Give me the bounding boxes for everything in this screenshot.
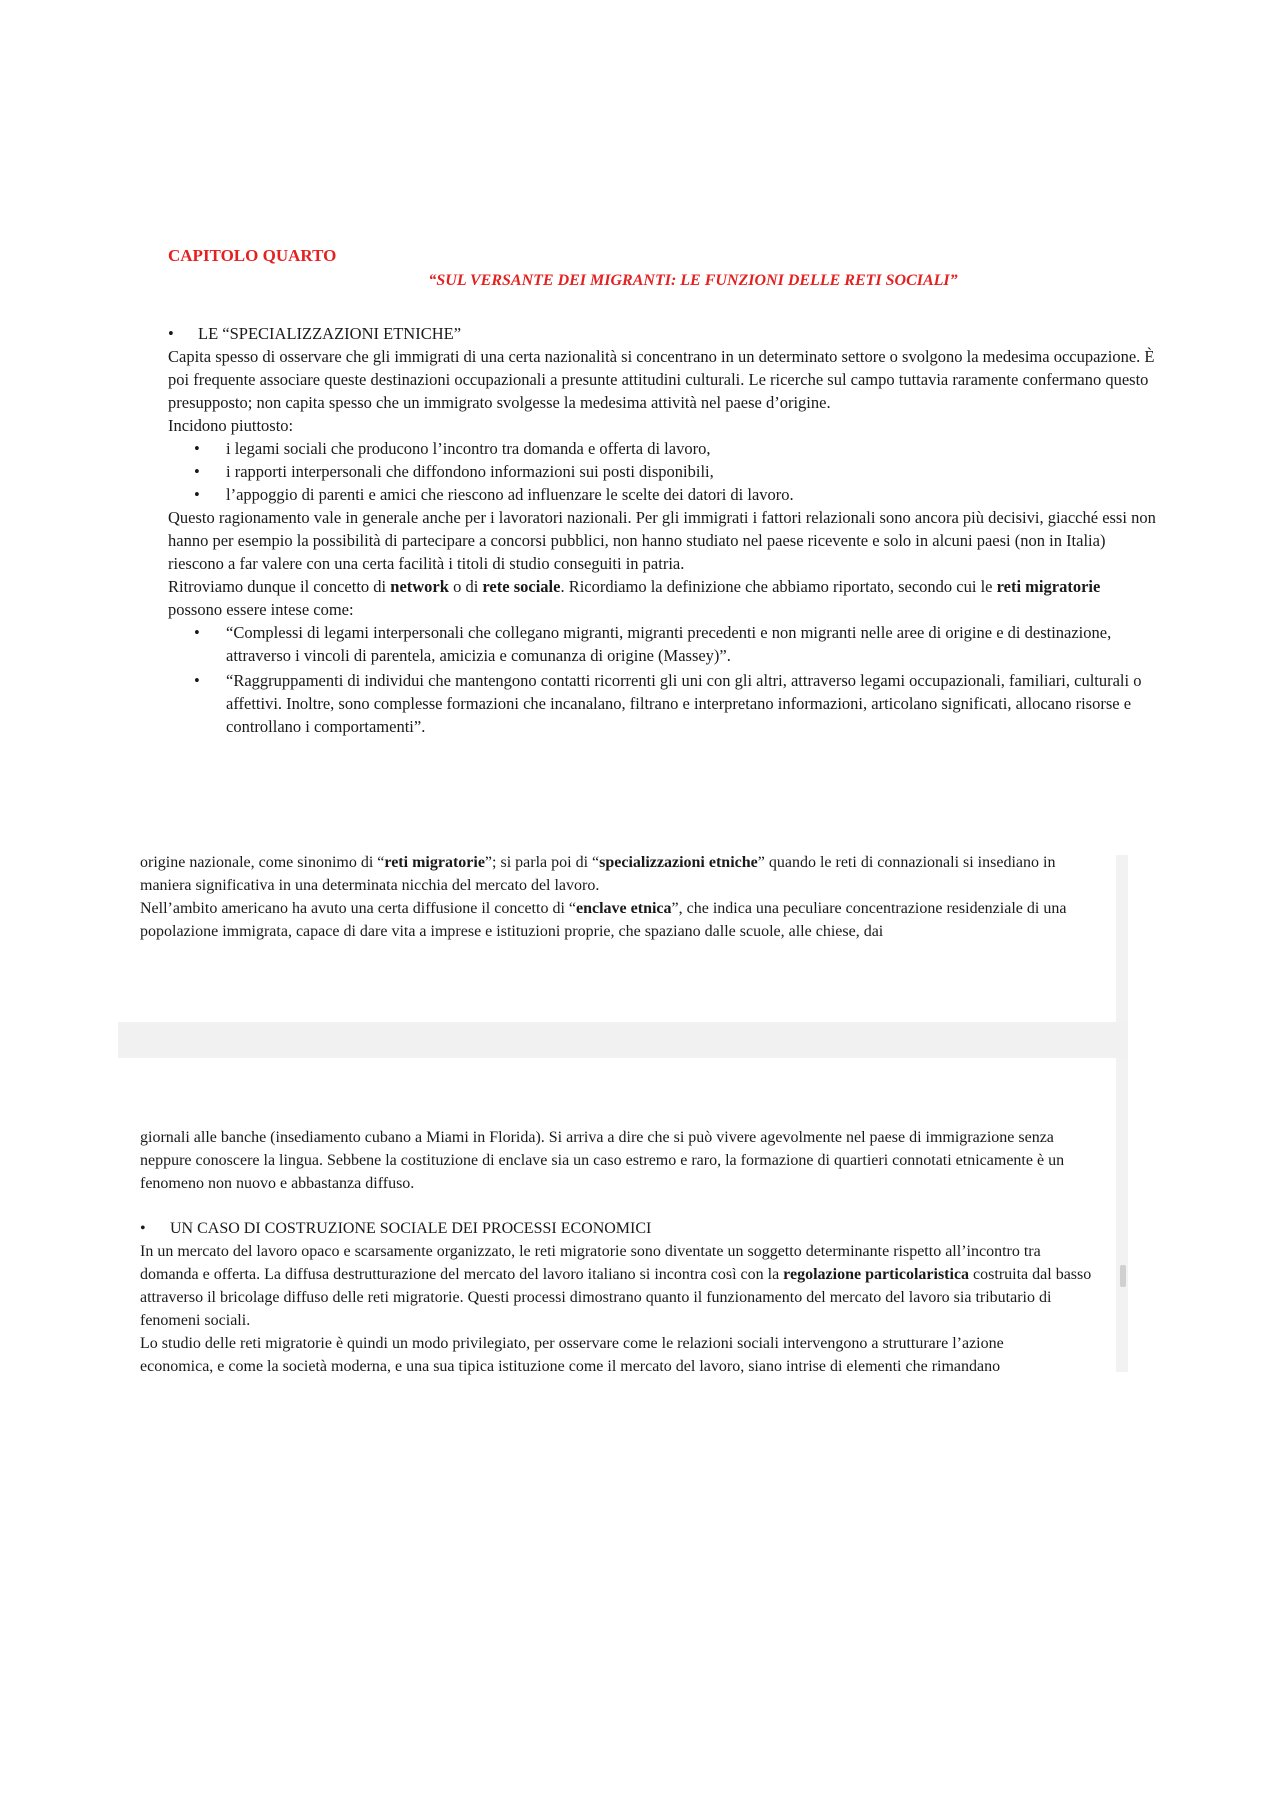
origine-paragraph: origine nazionale, come sinonimo di “reti migratorie”; si parla poi di “specializzazioni etniche” quando le reti di connazionali si insediano in maniera significativa in una determinata nicchia del mercato del lavoro. [140,854,1056,894]
list-item: • i legami sociali che producono l’incontro tra domanda e offerta di lavoro, [194,437,1158,460]
page-separator [118,1022,1128,1058]
list-item: • i rapporti interpersonali che diffondono informazioni sui posti disponibili, [194,460,1158,483]
bullet-icon: • [168,324,174,343]
section-heading-text: LE “SPECIALIZZAZIONI ETNICHE” [198,324,462,343]
definitions-list [168,621,1158,738]
enclave-paragraph: Nell’ambito americano ha avuto una certa diffusione il concetto di “enclave etnica”, che indica una peculiare concentrazione residenziale di una popolazione immigrata, capace di dare vita a imprese e istituzioni proprie, che spaziano dalle scuole, alle chiese, dai [140,900,1067,940]
bold-term: reti migratorie [384,854,485,871]
bullet-icon: • [140,1220,146,1237]
factors-list [168,437,1158,506]
scrollbar[interactable] [1116,855,1128,1372]
frame-bottom-text [140,1126,1100,1375]
incidono-paragraph: Incidono piuttosto: [168,416,294,435]
bold-term: regolazione particolaristica [783,1266,970,1283]
chapter-title: “SUL VERSANTE DEI MIGRANTI: LE FUNZIONI DELLE RETI SOCIALI” [428,272,958,289]
list-item: • “Raggruppamenti di individui che mantengono contatti ricorrenti gli uni con gli altri, attraverso legami occupazionali, familiari, culturali o affettivi. Inoltre, sono complesse formazioni che incanalano, filtrano e interpretano informazioni, articolano significati, allocano risorse e controllano i comportamenti”. [194,669,1158,738]
list-item: • l’appoggio di parenti e amici che riescono ad influenzare le scelte dei datori di lavoro. [194,483,1158,506]
section-heading-specializzazioni [168,322,1158,345]
bold-term: network [390,577,449,596]
chapter-label: CAPITOLO QUARTO [168,246,337,265]
studio-paragraph: Lo studio delle reti migratorie è quindi un modo privilegiato, per osservare come le relazioni sociali intervengono a strutturare l’azione [140,1335,1004,1352]
bold-term: enclave etnica [575,900,672,917]
frame-top-text [140,851,1100,943]
reasoning-paragraph: Questo ragionamento vale in generale anche per i lavoratori nazionali. Per gli immigrati i fattori relazionali sono ancora più decisivi, giacché essi non hanno per esempio la possibilità di partecipare a concorsi pubblici, non hanno studiato nel paese ricevente e solo in alcuni paesi (non in Italia) riescono a far valere con una certa facilità i titoli di studio conseguiti in patria. [168,508,1156,573]
cut-off-line: economica, e come la società moderna, e una sua tipica istituzione come il mercato del lavoro, siano intrise di elementi che rimandano [140,1358,1001,1375]
section-heading-costruzione [140,1217,1100,1240]
network-paragraph: Ritroviamo dunque il concetto di network o di rete sociale. Ricordiamo la definizione che abbiamo riportato, secondo cui le reti migratorie possono essere intese come: [168,577,1101,619]
section-heading-text: UN CASO DI COSTRUZIONE SOCIALE DEI PROCESSI ECONOMICI [170,1220,652,1237]
list-item: • “Complessi di legami interpersonali che collegano migranti, migranti precedenti e non migranti nelle aree di origine e di destinazione, attraverso i vincoli di parentela, amicizia e comunanza di origine (Massey)”. [194,621,1158,667]
bold-term: rete sociale [482,577,561,596]
bold-term: reti migratorie [996,577,1101,596]
giornali-paragraph: giornali alle banche (insediamento cubano a Miami in Florida). Si arriva a dire che si può vivere agevolmente nel paese di immigrazione senza neppure conoscere la lingua. Sebbene la costituzione di enclave sia un caso estremo e raro, la formazione di quartieri connotati etnicamente è un fenomeno non nuovo e abbastanza diffuso. [140,1129,1065,1192]
intro-paragraph: Capita spesso di osservare che gli immigrati di una certa nazionalità si concentrano in un determinato settore o svolgono la medesima occupazione. È poi frequente associare queste destinazioni occupazionali a presunte attitudini culturali. Le ricerche sul campo tuttavia raramente confermano questo presupposto; non capita spesso che un immigrato svolgesse la medesima attività nel paese d’origine. [168,347,1155,412]
scrollbar-thumb[interactable] [1120,1265,1126,1287]
bold-term: specializzazioni etniche [599,854,758,871]
mercato-paragraph: In un mercato del lavoro opaco e scarsamente organizzato, le reti migratorie sono diventate un soggetto determinante rispetto all’incontro tra domanda e offerta. La diffusa destrutturazione del mercato del lavoro italiano si incontra così con la regolazione particolaristica costruita dal basso attraverso il bricolage diffuso delle reti migratorie. Questi processi dimostrano quanto il funzionamento del mercato del lavoro sia tributario di fenomeni sociali. [140,1243,1092,1329]
document-page-top [168,244,1158,740]
embedded-screenshot-frame [118,854,1128,1375]
